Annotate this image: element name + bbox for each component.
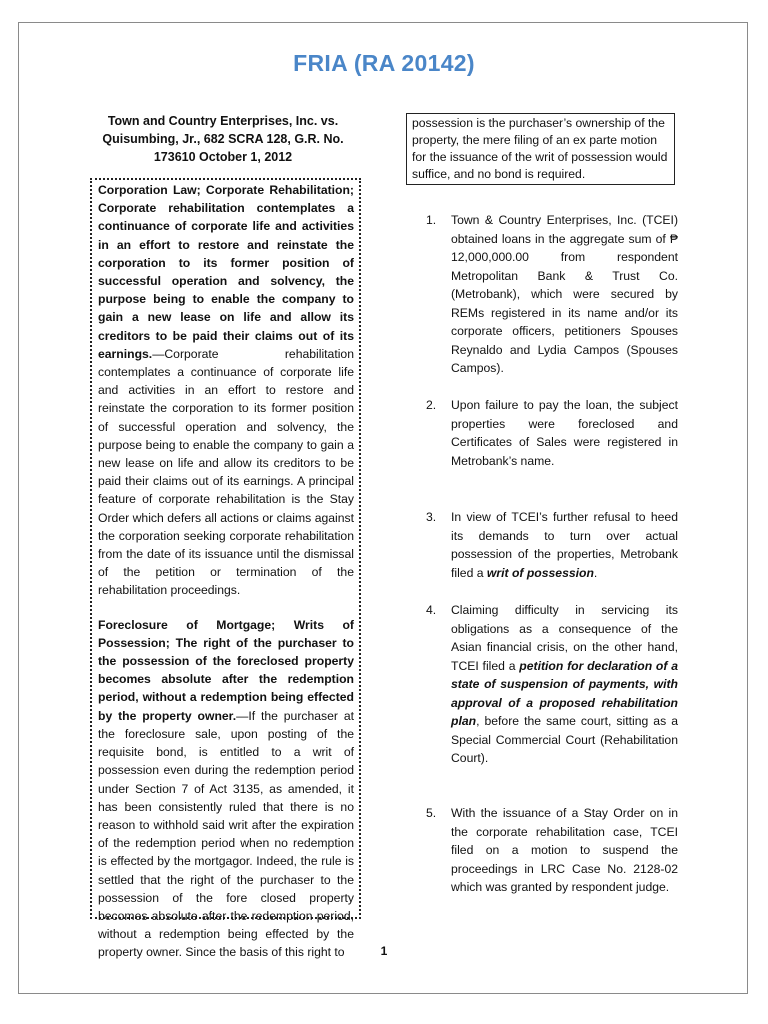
page-number: 1 [380,944,388,958]
list-item-text: Claiming difficulty in servicing its obligations as a consequence of the Asian financial crisis, on the other hand, TCEI filed a petition for declaration of a state of suspension of payments, with approval of a proposed rehabilitation plan, before the same court, sitting as a Special Commercial Court (Rehabilitation Court). [451,603,678,765]
list-item-number: 3. [426,510,437,524]
list-item-text: With the issuance of a Stay Order on in the corporate rehabilitation case, TCEI filed on a motion to suspend the proceedings in LRC Case No. 2128-02 which was granted by respondent judge. [451,806,678,894]
emphasis-text: petition for declaration of a state of suspension of payments, with approval of a proposed rehabilitation plan [451,658,678,728]
list-item-number: 1. [426,213,437,227]
document-title: FRIA (RA 20142) [293,50,475,76]
case-header-line: Quisumbing, Jr., 682 SCRA 128, G.R. No. [102,132,344,146]
list-item-number: 2. [426,398,437,412]
list-item-text: In view of TCEI’s further refusal to heed its demands to turn over actual possession of the properties, Metrobank filed a writ of possession. [451,510,678,580]
syllabus-headnote-bold: Foreclosure of Mortgage; Writs of Possession; The right of the purchaser to the possession of the foreclosed property becomes absolute after the redemption period, without a redemption being effected by the property owner. [98,617,354,723]
case-citation-header [92,112,354,166]
emphasis-text: writ of possession [486,565,594,580]
case-header-line: Town and Country Enterprises, Inc. vs. [107,114,339,128]
case-header-line: 173610 October 1, 2012 [153,150,293,164]
syllabus-body-text: —Corporate rehabilitation contemplates a continuance of corporate life and activities in an effort to restore and reinstate the corporation to its former position of successful operation and solvency, the purpose being to enable the company to gain a new lease on life and allow its creditors to be paid their claims out of its earnings. A principal feature of corporate rehabilitation is the Stay Order which defers all actions or claims against the corporation seeking corporate rehabilitation from the date of its issuance until the dismissal of the petition or termination of the rehabilitation proceedings. [98,346,354,598]
list-item-text: Town & Country Enterprises, Inc. (TCEI) obtained loans in the aggregate sum of ₱ 12,000,000.00 from respondent Metropolitan Bank & Trust Co. (Metrobank), which were secured by REMs registered in its name and/or its corporate officers, petitioners Spouses Reynaldo and Lydia Campos (Spouses Campos). [451,213,678,375]
syllabus-continuation-box [406,113,675,185]
list-item-number: 5. [426,806,437,820]
syllabus-paragraph-rehabilitation [98,181,354,600]
syllabus-paragraph-foreclosure [98,616,354,962]
syllabus-body-text: —If the purchaser at the foreclosure sale, upon posting of the requisite bond, is entitled to a writ of possession even during the redemption period under Section 7 of Act 3135, as amended, it has been consistently ruled that there is no reason to withhold said writ after the expiration of the redemption period when no redemption is effected by the mortgagor. Indeed, the rule is settled that the right of the purchaser to the possession of the fore closed property becomes absolute after the redemption period, without a redemption being effected by the property owner. Since the basis of this right to [98,708,354,960]
syllabus-box [90,178,361,960]
syllabus-headnote-bold: Corporation Law; Corporate Rehabilitation; Corporate rehabilitation contemplates a continuance of corporate life and activities in an effort to restore and reinstate the corporation to its former position of successful operation and solvency, the purpose being to enable the company to gain a new lease on life and allow its creditors to be paid their claims out of its earnings. [98,183,354,361]
list-item-number: 4. [426,603,437,617]
syllabus-continuation-text: possession is the purchaser’s ownership of the property, the mere filing of an ex parte motion for the issuance of the writ of possession would suffice, and no bond is required. [412,116,668,181]
list-item-text: Upon failure to pay the loan, the subject properties were foreclosed and Certificates of Sales were registered in Metrobank’s name. [451,398,678,468]
